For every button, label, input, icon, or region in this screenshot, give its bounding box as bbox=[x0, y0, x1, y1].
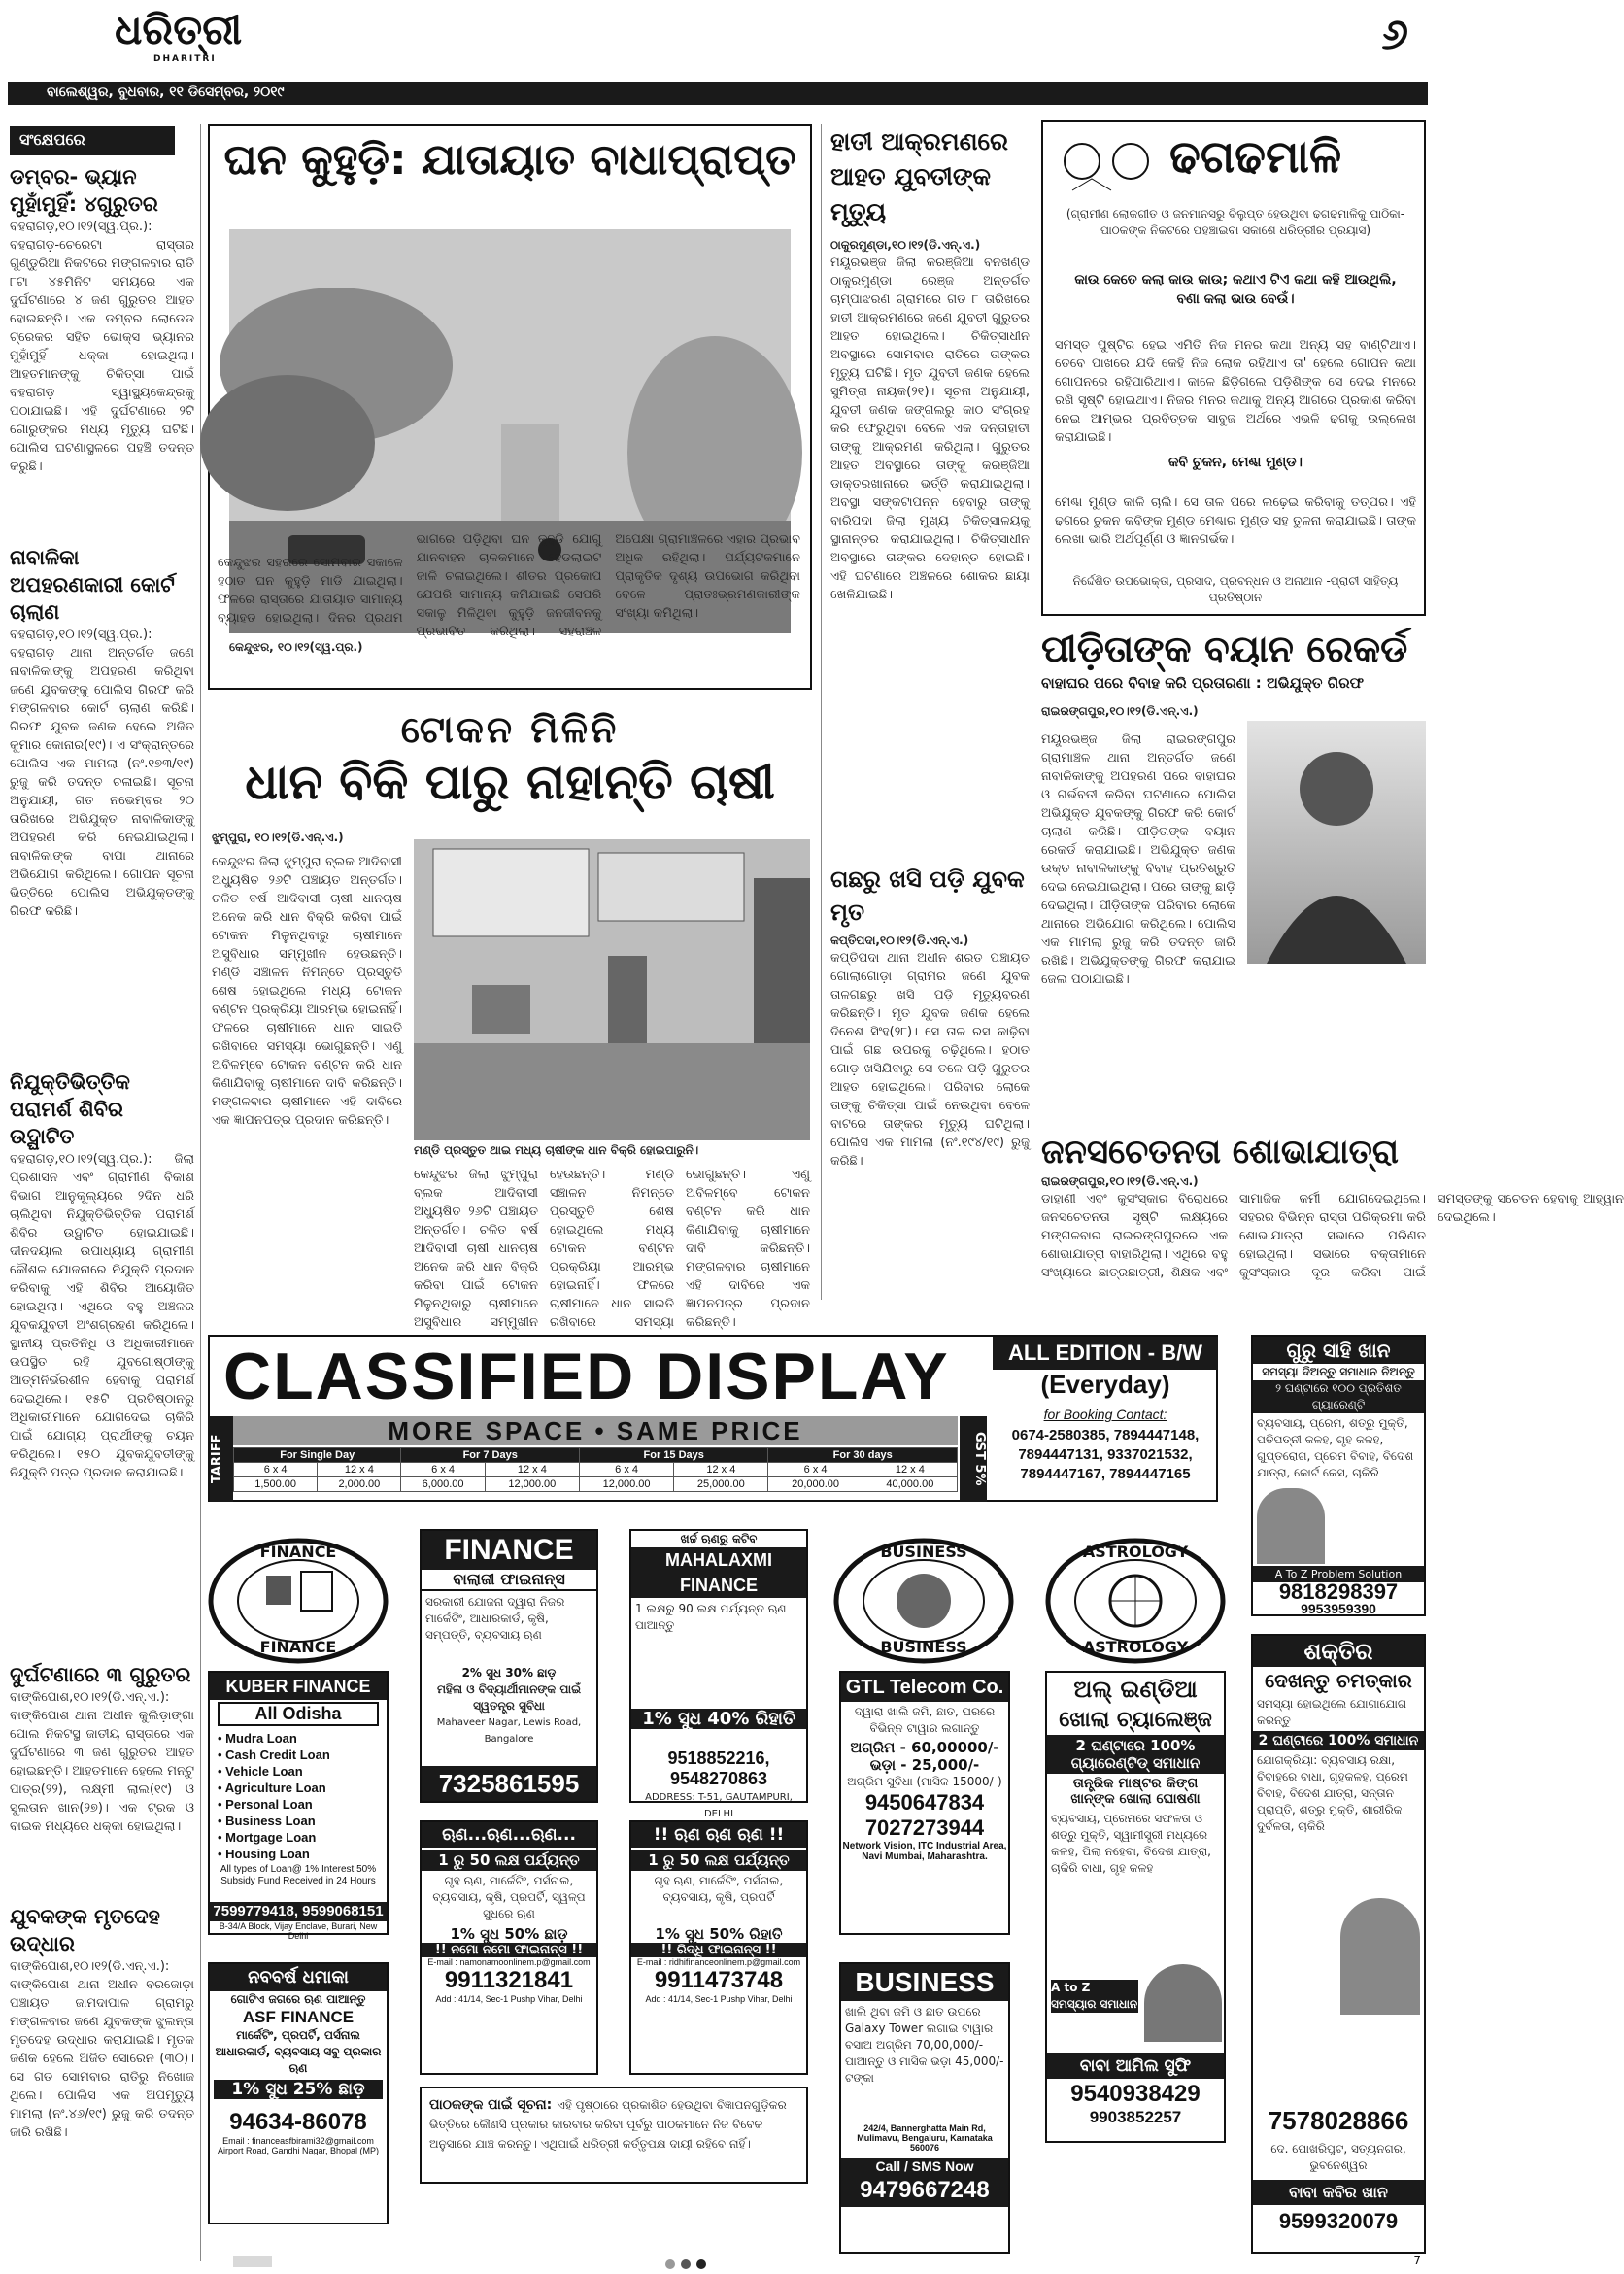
reader-notice-title: ପାଠକଙ୍କ ପାଇଁ ସୂଚନା: bbox=[429, 2097, 553, 2113]
ad-gtl-rent1: ଅଗ୍ରିମ - 60,00000/- bbox=[850, 1739, 999, 1756]
astrology-badge-top: ASTROLOGY bbox=[1082, 1543, 1189, 1561]
ad-balaji-body: ସରକାରୀ ଯୋଜନା ଦ୍ୱାରା ନିଜର ମାର୍କେଟିଂ, ଆଧାରକାର୍ଡ, କୃଷି, ସମ୍ପତ୍ତି, ବ୍ୟବସାୟ ଋଣ bbox=[425, 1595, 565, 1642]
tariff-size: 12 x 4 bbox=[674, 1463, 768, 1477]
ad-runa1-phone: 9911321841 bbox=[444, 1967, 574, 1993]
ad-all-india-guarantee: 2 ଘଣ୍ଟାରେ 100% ଗ୍ୟାରେଣ୍ଟିଡ୍ ସମାଧାନ bbox=[1047, 1735, 1224, 1774]
elephant-body: ମୟୂରଭଞ୍ଜ ଜିଲା କରଞ୍ଜିଆ ବନଖଣ୍ଡ ଠାକୁରମୁଣ୍ଡା ରେଞ୍ଜ ଅନ୍ତର୍ଗତ ଚାମ୍ପାଝରଣ ଗ୍ରାମରେ ଗତ ୮ ତାରିଖରେ ହାତୀ ଆକ୍ରମଣରେ ଜଣେ ଯୁବତୀ ଗୁରୁତର ଆହତ ହୋଇଥିଲେ। ଚିକିତ୍ସାଧୀନ ଅବସ୍ଥାରେ ସୋମବାର ରାତିରେ ତାଙ୍କର ମୃତ୍ୟୁ ଘଟିଛି। ମୃତ ଯୁବତୀ ଜଣକ ହେଲେ ସୁମିତ୍ରା ନାୟକ(୨୧)। ସୂଚନା ଅନୁଯାୟୀ, ଯୁବତୀ ଜଣକ ଜଙ୍ଗଲରୁ କାଠ ସଂଗ୍ରହ କରି ଫେରୁଥିବା ବେଳେ ଏକ ଦନ୍ତାହାତୀ ତାଙ୍କୁ ଆକ୍ରମଣ କରିଥିଲା। ଗୁରୁତର ଆହତ ଅବସ୍ଥାରେ ତାଙ୍କୁ କରଞ୍ଜିଆ ଡାକ୍ତରଖାନାରେ ଭର୍ତ୍ତି କରାଯାଇଥିଲା। ଅବସ୍ଥା ସଙ୍କଟାପନ୍ନ ହେବାରୁ ତାଙ୍କୁ ବାରିପଦା ଜିଲା ମୁଖ୍ୟ ଚିକିତ୍ସାଳୟକୁ ସ୍ଥାନାନ୍ତର କରାଯାଇଥିଲା। ଚିକିତ୍ସାଧୀନ ଅବସ୍ଥାରେ ତାଙ୍କର ଦେହାନ୍ତ ହୋଇଛି। ଏହି ଘଟଣାରେ ଅଞ୍ଚଳରେ ଶୋକର ଛାୟା ଖେଳିଯାଇଛି। bbox=[830, 255, 1030, 602]
pidita-body: ମୟୂରଭଞ୍ଜ ଜିଲା ରାଇରଙ୍ଗପୁର ଗ୍ରାମାଞ୍ଚଳ ଥାନା ଅନ୍ତର୍ଗତ ଜଣେ ନାବାଳିକାଙ୍କୁ ଅପହରଣ ପରେ ବାହାଘର ଓ ଗର୍ଭବତୀ କରିବା ଘଟଣାରେ ପୋଲିସ ଅଭିଯୁକ୍ତ ଯୁବକଙ୍କୁ ଗିରଫ କରି କୋର୍ଟ ଚାଲାଣ କରିଛି। ପୀଡ଼ିତାଙ୍କ ବୟାନ ରେକର୍ଡ କରାଯାଇଛି। ଅଭିଯୁକ୍ତ ଜଣକ ଉକ୍ତ ନାବାଳିକାଙ୍କୁ ବିବାହ ପ୍ରତିଶ୍ରୁତି ଦେଇ ନେଇଯାଇଥିଲା। ପରେ ତାଙ୍କୁ ଛାଡ଼ି ଦେଇଥିଲା। ପୀଡ଼ିତାଙ୍କ ପରିବାର ଲୋକେ ଥାନାରେ ଅଭିଯୋଗ କରିଥିଲେ। ପୋଲିସ ଏକ ମାମଲା ରୁଜୁ କରି ତଦନ୍ତ ଜାରି ରଖିଛି। ଅଭିଯୁକ୍ତଙ୍କୁ ଗିରଫ କରାଯାଇ ଜେଲ ପଠାଯାଇଛି। bbox=[1041, 732, 1235, 987]
tariff-period: For 7 Days bbox=[401, 1448, 579, 1463]
tariff-periods bbox=[234, 1448, 958, 1463]
gst-label: GST 5% bbox=[960, 1416, 987, 1502]
ad-runa1-email: E-mail : namonamoonlinem.p@gmail.com bbox=[427, 1957, 591, 1967]
brief-4-body: ବାଙ୍କିପୋଶ,୧୦।୧୨(ଡି.ଏନ୍.ଏ.): ବାଙ୍କିପୋଶ ଥାନା ଅଧୀନ କୁଲିଡ଼ାଙ୍ଗା ପୋଲ ନିକଟସ୍ଥ ଜାତୀୟ ରାସ୍ତାରେ ଏକ ଦୁର୍ଘଟଣାରେ ୩ ଜଣ ଗୁରୁତର ଆହତ ହୋଇଛନ୍ତି। ଆହତମାନେ ହେଲେ ମନ୍ଟୁ ପାତ୍ର(୨୨), ଲକ୍ଷ୍ମୀ ଲାଲ(୧୯) ଓ ସୁଲତାନ ଖାନ(୨୭)। ଏକ ଟ୍ରକ ଓ ବାଇକ ମଧ୍ୟରେ ଧକ୍କା ହୋଇଥିଲା। bbox=[10, 1690, 194, 1834]
fog-body: କେନ୍ଦୁଝର ସହରରେ ସୋମବାର ସକାଳେ ହଠାତ ଘନ କୁହୁଡ଼ି ମାଡି ଯାଇଥିଲା। ଫଳରେ ରାସ୍ତାରେ ଯାତାୟାତ ସାମାନ୍ୟ ବ୍ୟାହତ ହୋଇଥିଲା। ଦିନର ପ୍ରଥମ ଭାଗରେ ପଡ଼ିଥିବା ଘନ କୁହୁଡ଼ି ଯୋଗୁ ଯାନବାହନ ଚାଳକମାନେ ହେଡଲାଇଟ ଜାଳି ଚଳାଇଥିଲେ। ଶୀତର ପ୍ରକୋପ ଯେପରି ସାମାନ୍ୟ କମିଯାଇଛି ସେପରି ସକାଳୁ ମିଳିଥିବା କୁହୁଡ଼ି ଜନଜୀବନକୁ ପ୍ରଭାବିତ କରିଥିଲା। ସହରାଞ୍ଚଳ ଅପେକ୍ଷା ଗ୍ରାମାଞ୍ଚଳରେ ଏହାର ପ୍ରଭାବ ଅଧିକ ରହିଥିଲା। ପର୍ଯ୍ୟଟକମାନେ ପ୍ରାକୃତିକ ଦୃଶ୍ୟ ଉପଭୋଗ କରିଥିବା ବେଳେ ପ୍ରାତଃଭ୍ରମଣକାରୀଙ୍କ ସଂଖ୍ୟା କମିଥିଲା। bbox=[218, 532, 800, 639]
pidita-dateline: ରାଇରଙ୍ଗପୁର,୧୦।୧୨(ଡି.ଏନ୍.ଏ.) bbox=[1041, 704, 1199, 718]
ad-balaji-note: ମହିଳା ଓ ବିଦ୍ୟାର୍ଥୀମାନଙ୍କ ପାଇଁ ସ୍ୱତନ୍ତ୍ର ସୁବିଧା bbox=[436, 1682, 582, 1713]
tariff-price: 1,500.00 bbox=[234, 1477, 318, 1492]
reader-notice-body: ଏହି ପୃଷ୍ଠାରେ ପ୍ରକାଶିତ ହେଉଥିବା ବିଜ୍ଞାପନଗୁଡ଼ିକର ଭିତ୍ତିରେ କୌଣସି ପ୍ରକାର କାରବାର କରିବା ପୂର୍ବରୁ ପାଠକମାନେ ନିଜ ବିବେକ ଅନୁସାରେ ଯାଞ୍ଚ କରନ୍ତୁ। ଏଥିପାଇଁ ଧରିତ୍ରୀ କର୍ତ୍ତୃପକ୍ଷ ଦାୟୀ ରହିବେ ନାହିଁ। bbox=[429, 2098, 787, 2151]
ad-kuber-sub: All Odisha bbox=[218, 1702, 379, 1726]
ad-runa2-phone: 9911473748 bbox=[654, 1967, 784, 1993]
dhagadhamali-verse: କାଉ କେତେ କଲା କାଉ କାଉ; କଥାଏ ଟିଏ କଥା କହି ଆଉଥିଲି, ବଣା କଲା ଭାଉ ବେଉଁ। bbox=[1074, 272, 1397, 307]
brief-2-body: ବହରାଗଡ଼,୧୦।୧୨(ସ୍ୱ.ପ୍ର.): ବହରାଗଡ଼ ଥାନା ଅନ୍ତର୍ଗତ ଜଣେ ନାବାଳିକାଙ୍କୁ ଅପହରଣ କରିଥିବା ଜଣେ ଯୁବକଙ୍କୁ ପୋଲିସ ଗିରଫ କରି ମଙ୍ଗଳବାର କୋର୍ଟ ଚାଲାଣ କରିଛି। ଗିରଫ ଯୁବକ ଜଣକ ହେଲେ ଅଜିତ କୁମାର କୋନାର(୧୯)। ଏ ସଂକ୍ରାନ୍ତରେ ପୋଲିସ ଏକ ମାମଲା (ନଂ.୧୭୩/୧୯) ରୁଜୁ କରି ତଦନ୍ତ ଚଳାଇଛି। ସୂଚନା ଅନୁଯାୟୀ, ଗତ ନଭେମ୍ବର ୨୦ ତାରିଖରେ ଅଭିଯୁକ୍ତ ନାବାଳିକାଙ୍କୁ ଅପହରଣ କରି ନେଇଯାଇଥିଲା। ନାବାଳିକାଙ୍କ ବାପା ଥାନାରେ ଅଭିଯୋଗ କରିଥିଲେ। ଗୋପନ ସୂଚନା ଭିତ୍ତିରେ ପୋଲିସ ଅଭିଯୁକ୍ତଙ୍କୁ ଗିରଫ କରିଛି। bbox=[10, 628, 194, 919]
classified-edition: ALL EDITION - B/W bbox=[993, 1337, 1218, 1370]
ad-shakti-phone2: 9599320079 bbox=[1278, 2209, 1399, 2233]
loan-item: • Cash Credit Loan bbox=[218, 1748, 330, 1762]
ad-shakti-sub: ଦେଖନ୍ତୁ ଚମତ୍କାର bbox=[1265, 1669, 1412, 1692]
dhagadhamali-poet: କବି ଚୁକନ, ମେଣ୍ଢା ମୁଣ୍ଡ। bbox=[1168, 455, 1303, 470]
dhagadhamali-title: ଢଗଢମାଳି bbox=[1169, 130, 1342, 183]
brief-5-body: ବାଙ୍କିପୋଶ,୧୦।୧୨(ଡି.ଏନ୍.ଏ.): ବାଙ୍କିପୋଶ ଥାନା ଅଧୀନ ବରଜୋଡ଼ା ପଞ୍ଚାୟତ ଜାମଦାପାଳ ଗ୍ରାମରୁ ମଙ୍ଗଳବାର ଜଣେ ଯୁବକଙ୍କ ଝୁଲନ୍ତା ମୃତଦେହ ଉଦ୍ଧାର କରାଯାଇଛି। ମୃତକ ଜଣକ ହେଲେ ଅଜିତ ସୋରେନ (୩୦)। ସେ ଗତ ସୋମବାର ରାତିରୁ ନିଖୋଜ ଥିଲେ। ପୋଲିସ ଏକ ଅପମୃତ୍ୟୁ ମାମଲା (ନଂ.୪୬/୧୯) ରୁଜୁ କରି ତଦନ୍ତ ଜାରି ରଖିଛି। bbox=[10, 1959, 194, 2140]
ad-runa1-body: ଗୃହ ଋଣ, ମାର୍କେଟିଂ, ପର୍ସନାଲ, ବ୍ୟବସାୟ, କୃଷି, ପ୍ରପର୍ଟି, ସ୍ୱଳ୍ପ ସୁଧରେ ଋଣ bbox=[432, 1874, 586, 1920]
tariff-sizes bbox=[234, 1463, 958, 1477]
booking-numbers: 0674-2580385, 7894447148, 7894447131, 9337021532, 7894447167, 7894447165 bbox=[1011, 1427, 1200, 1482]
ad-mahalaxmi-top: ଖର୍ଚ୍ଚ ଋଣରୁ କଟିବ bbox=[680, 1532, 758, 1545]
ad-runa2-rate: 1% ସୁଧ 50% ରିହାତି bbox=[655, 1925, 783, 1943]
ad-asf-address: Airport Road, Gandhi Nagar, Bhopal (MP) bbox=[217, 2146, 380, 2155]
ad-balaji-sub: ବାଲାଜୀ ଫାଇନାନ୍ସ bbox=[422, 1570, 596, 1591]
ad-balaji bbox=[420, 1529, 598, 1803]
ad-asf-rate: 1% ସୁଧ 25% ଛାଡ଼ bbox=[214, 2080, 383, 2099]
dateline-bar bbox=[8, 82, 1428, 105]
ad-guru-title: ଗୁରୁ ସାହି ଖାନ bbox=[1253, 1337, 1424, 1364]
ad-runa1 bbox=[420, 1820, 598, 2075]
ad-shakti-address: ଦେ. ପୋଖରିପୁଟ, ସତ୍ୟନଗର, ଭୁବନେଶ୍ୱର bbox=[1270, 2142, 1406, 2172]
tariff-size: 12 x 4 bbox=[318, 1463, 401, 1477]
ad-mahalaxmi-title: MAHALAXMI FINANCE bbox=[631, 1547, 806, 1598]
ad-shakti-body2: ଯୋଗକ୍ରିୟା: ବ୍ୟବସାୟ ରକ୍ଷା, ବିବାହରେ ବାଧା, ଗୃହକଳହ, ପ୍ରେମ ବିବାହ, ବିଦେଶ ଯାତ୍ରା, ସନ୍ତାନ ପ୍ରାପ୍ତି, ଶତ୍ରୁ ମୁକ୍ତି, ଶାରୀରିକ ଦୁର୍ବଳତା, ଚାକିରି bbox=[1257, 1753, 1408, 1833]
ad-gtl-address: Network Vision, ITC Industrial Area, Navi Mumbai, Maharashtra. bbox=[842, 1841, 1007, 1862]
ad-kuber-address: B-34/A Block, Vijay Enclave, Burari, New Delhi bbox=[219, 1921, 378, 1941]
reader-notice bbox=[420, 2087, 808, 2184]
tariff-price: 25,000.00 bbox=[674, 1477, 768, 1492]
dhagadhamali-body2: ମେଣ୍ଢା ମୁଣ୍ଡ କାଳି ଚାଲି। ସେ ତାଳ ପରେ ଲଢ଼େଇ କରିବାକୁ ତତ୍ପର। ଏହି ଢଗରେ ଚୁକନ କବିଙ୍କ ମୁଣ୍ଡ ମେଣ୍ଢାର ମୁଣ୍ଡ ସହ ତୁଳନା କରାଯାଇଛି। ତାଙ୍କ ଲେଖା ଭାରି ଅର୍ଥପୂର୍ଣ୍ଣ ଓ ଜ୍ଞାନଗର୍ଭକ। bbox=[1055, 495, 1416, 547]
dateline: ବାଲେଶ୍ୱର, ବୁଧବାର, ୧୧ ଡିସେମ୍ବର, ୨୦୧୯ bbox=[47, 85, 285, 100]
ad-balaji-address: Mahaveer Nagar, Lewis Road, Bangalore bbox=[436, 1717, 582, 1745]
ad-business-tower-sms: Call / SMS Now bbox=[841, 2158, 1008, 2174]
gachh-dateline: କପ୍ତିପଦା,୧୦।୧୨(ଡି.ଏନ୍.ଏ.) bbox=[830, 933, 969, 947]
business-badge-bottom: BUSINESS bbox=[880, 1638, 967, 1656]
ad-all-india bbox=[1045, 1671, 1226, 2143]
pidita-story bbox=[1041, 626, 1426, 1131]
business-badge-top: BUSINESS bbox=[880, 1543, 967, 1561]
ad-balaji-title: FINANCE bbox=[422, 1531, 596, 1570]
tariff-period: For Single Day bbox=[234, 1448, 401, 1463]
loan-item: • Business Loan bbox=[218, 1814, 316, 1828]
page-number: ୬ bbox=[1381, 10, 1408, 59]
tariff-size: 6 x 4 bbox=[401, 1463, 485, 1477]
ad-mahalaxmi-phone: 9518852216, 9548270863 bbox=[667, 1748, 770, 1788]
ad-finance-round bbox=[208, 1537, 389, 1665]
pidita-kicker: ବାହାଘର ପରେ ବିବାହ କରି ପ୍ରତାରଣା : ଅଭିଯୁକ୍ତ ଗିରଫ bbox=[1041, 674, 1365, 692]
elephant-story bbox=[830, 124, 1030, 843]
tariff-period: For 15 Days bbox=[579, 1448, 768, 1463]
ad-runa2-amount: 1 ରୁ 50 ଲକ୍ଷ ପର୍ଯ୍ୟନ୍ତ bbox=[631, 1850, 806, 1871]
jana-headline: ଜନସଚେତନତା ଶୋଭାଯାତ୍ରା bbox=[1041, 1133, 1399, 1171]
pidita-headline: ପୀଡ଼ିତାଙ୍କ ବୟାନ ରେକର୍ଡ bbox=[1041, 628, 1408, 670]
ad-asf-line2: ମାର୍କେଟିଂ, ପ୍ରପର୍ଟି, ପର୍ସନାଲ ଆଧାରକାର୍ଡ, ବ୍ୟବସାୟ ସବୁ ପ୍ରକାର ଋଣ bbox=[215, 2028, 382, 2075]
brief-3-body: ବହରାଗଡ଼,୧୦।୧୨(ସ୍ୱ.ପ୍ର.): ଜିଲା ପ୍ରଶାସନ ଏବଂ ଗ୍ରାମୀଣ ବିକାଶ ବିଭାଗ ଆନୁକୂଲ୍ୟରେ ୨ଦିନ ଧରି ଚାଲିଥିବା ନିଯୁକ୍ତିଭିତ୍ତିକ ପରାମର୍ଶ ଶିବିର ଉଦ୍ଘାଟିତ ହୋଇଯାଇଛି। ଦୀନଦୟାଲ ଉପାଧ୍ୟାୟ ଗ୍ରାମୀଣ କୌଶଳ ଯୋଜନାରେ ନିଯୁକ୍ତି ପ୍ରଦାନ କରିବାକୁ ଏହି ଶିବିର ଆୟୋଜିତ ହୋଇଥିଲା। ଏଥିରେ ବହୁ ଅଞ୍ଚଳର ଯୁବକଯୁବତୀ ଅଂଶଗ୍ରହଣ କରିଥିଲେ। ସ୍ଥାନୀୟ ପ୍ରତିନିଧି ଓ ଅଧିକାରୀମାନେ ଉପସ୍ଥିତ ରହି ଯୁବଗୋଷ୍ଠୀଙ୍କୁ ଆତ୍ମନିର୍ଭରଶୀଳ ହେବାକୁ ପରାମର୍ଶ ଦେଇଥିଲେ। ୧୫ଟି ପ୍ରତିଷ୍ଠାନରୁ ଅଧିକାରୀମାନେ ଯୋଗଦେଇ ଚାକିରି ପାଇଁ ଯୋଗ୍ୟ ପ୍ରାର୍ଥୀଙ୍କୁ ଚୟନ କରିଥିଲେ। ୧୫୦ ଯୁବକଯୁବତୀଙ୍କୁ ନିଯୁକ୍ତି ପତ୍ର ପ୍ରଦାନ କରାଯାଇଛି। bbox=[10, 1152, 194, 1480]
ad-gtl bbox=[839, 1671, 1010, 1935]
ad-balaji-rate: 2% ସୁଧ 30% ଛାଡ଼ bbox=[461, 1666, 557, 1680]
loan-item: • Housing Loan bbox=[218, 1847, 310, 1861]
dhagadhamali-credit: ନିର୍ଦ୍ଦେଶିତ ଉପଭୋକ୍ତା, ପ୍ରସାଦ, ପ୍ରବନ୍ଧନ ଓ ଅନାଥାନ -ପ୍ରାଚୀ ସାହିତ୍ୟ ପ୍ରତିଷ୍ଠାନ bbox=[1072, 574, 1399, 604]
ad-asf-title: ନବବର୍ଷ ଧମାକା bbox=[210, 1964, 387, 1991]
fog-dateline: କେନ୍ଦୁଝର, ୧୦।୧୨(ସ୍ୱ.ପ୍ର.) bbox=[229, 640, 363, 654]
astrology-badge-bottom: ASTROLOGY bbox=[1082, 1638, 1189, 1656]
ad-runa2-body: ଗୃହ ଋଣ, ମାର୍କେଟିଂ, ପର୍ସନାଲ, ବ୍ୟବସାୟ, କୃଷି, ପ୍ରପର୍ଟି bbox=[654, 1874, 784, 1904]
masthead-logo: ଧରିତ୍ରୀ bbox=[115, 6, 243, 53]
ad-kuber-phone: 7599779418, 9599068151 bbox=[210, 1902, 387, 1921]
brief-1-headline: ଡମ୍ବର- ଭ୍ୟାନ ମୁହାଁମୁହିଁ: ୪ଗୁରୁତର bbox=[10, 165, 158, 216]
ad-shakti-phone: 7578028866 bbox=[1268, 2106, 1409, 2135]
mandi-photo bbox=[414, 839, 810, 1140]
brief-1-body: ବହରାଗଡ଼,୧୦।୧୨(ସ୍ୱ.ପ୍ର.): ବହରାଗଡ଼-ଚେରେଟା ରାସ୍ତାର ଗୁଣ୍ଡୁରିଆ ନିକଟରେ ମଙ୍ଗଳବାର ରାତି ୮ଟା ୪୫ମିନିଟ ସମୟରେ ଏକ ଦୁର୍ଘଟଣାରେ ୪ ଜଣ ଗୁରୁତର ଆହତ ହୋଇଛନ୍ତି। ଏକ ଡମ୍ବର ଲୋଡେଡ ଟ୍ରେକର ସହିତ ଭୋକ୍ସ ଭ୍ୟାନର ମୁହାଁମୁହିଁ ଧକ୍କା ହୋଇଥିଲା। ଆହତମାନଙ୍କୁ ଚିକିତ୍ସା ପାଇଁ ବହରାଗଡ଼ ସ୍ୱାସ୍ଥ୍ୟକେନ୍ଦ୍ରକୁ ପଠାଯାଇଛି। ଏହି ଦୁର୍ଘଟଣାରେ ୨ଟି ଗୋରୁଙ୍କର ମଧ୍ୟ ମୃତ୍ୟୁ ଘଟିଛି। ପୋଲିସ ଘଟଣାସ୍ଥଳରେ ପହଞ୍ଚି ତଦନ୍ତ କରୁଛି। bbox=[10, 220, 194, 474]
more-space-banner: MORE SPACE • SAME PRICE bbox=[233, 1416, 958, 1445]
ad-gtl-rent2: ଭଡ଼ା - 25,000/- bbox=[869, 1756, 980, 1774]
dhan-caption: ମଣ୍ଡି ପ୍ରସ୍ତୁତ ଥାଇ ମଧ୍ୟ ଚାଷୀଙ୍କ ଧାନ ବିକ୍ରି ହୋଇପାରୁନି। bbox=[414, 1143, 699, 1157]
ad-guru bbox=[1251, 1335, 1426, 1616]
brief-column bbox=[10, 163, 194, 2252]
dhan-body-col1: କେନ୍ଦୁଝର ଜିଲା ଝୁମ୍ପୁରା ବ୍ଲକ ଆଦିବାସୀ ଅଧ୍ୟୁଷିତ ୨୬ଟି ପଞ୍ଚାୟତ ଅନ୍ତର୍ଗତ। ଚଳିତ ବର୍ଷ ଆଦିବାସୀ ଚାଷୀ ଧାନଚାଷ ଅନେକ କରି ଧାନ ବିକ୍ରି କରିବା ପାଇଁ ଟୋକନ ମିଳୁନଥିବାରୁ ଚାଷୀମାନେ ଅସୁବିଧାର ସମ୍ମୁଖୀନ ହେଉଛନ୍ତି। ମଣ୍ଡି ସଞ୍ଚାଳନ ନିମନ୍ତେ ପ୍ରସ୍ତୁତି ଶେଷ ହୋଇଥିଲେ ମଧ୍ୟ ଟୋକନ ବଣ୍ଟନ ପ୍ରକ୍ରିୟା ଆରମ୍ଭ ହୋଇନାହିଁ। ଫଳରେ ଚାଷୀମାନେ ଧାନ ସାଇତି ରଖିବାରେ ସମସ୍ୟା ଭୋଗୁଛନ୍ତି। ଏଣୁ ଅବିଳମ୍ବେ ଟୋକନ ବଣ୍ଟନ କରି ଧାନ କିଣାଯିବାକୁ ଚାଷୀମାନେ ଦାବି କରିଛନ୍ତି। ମଙ୍ଗଳବାର ଚାଷୀମାନେ ଏହି ଦାବିରେ ଏକ ଜ୍ଞାପନପତ୍ର ପ୍ରଦାନ କରିଛନ୍ତି। bbox=[212, 855, 402, 1128]
dhan-body-cols: କେନ୍ଦୁଝର ଜିଲା ଝୁମ୍ପୁରା ବ୍ଲକ ଆଦିବାସୀ ଅଧ୍ୟୁଷିତ ୨୬ଟି ପଞ୍ଚାୟତ ଅନ୍ତର୍ଗତ। ଚଳିତ ବର୍ଷ ଆଦିବାସୀ ଚାଷୀ ଧାନଚାଷ ଅନେକ କରି ଧାନ ବିକ୍ରି କରିବା ପାଇଁ ଟୋକନ ମିଳୁନଥିବାରୁ ଚାଷୀମାନେ ଅସୁବିଧାର ସମ୍ମୁଖୀନ ହେଉଛନ୍ତି। ମଣ୍ଡି ସଞ୍ଚାଳନ ନିମନ୍ତେ ପ୍ରସ୍ତୁତି ଶେଷ ହୋଇଥିଲେ ମଧ୍ୟ ଟୋକନ ବଣ୍ଟନ ପ୍ରକ୍ରିୟା ଆରମ୍ଭ ହୋଇନାହିଁ। ଫଳରେ ଚାଷୀମାନେ ଧାନ ସାଇତି ରଖିବାରେ ସମସ୍ୟା ଭୋଗୁଛନ୍ତି। ଏଣୁ ଅବିଳମ୍ବେ ଟୋକନ ବଣ୍ଟନ କରି ଧାନ କିଣାଯିବାକୁ ଚାଷୀମାନେ ଦାବି କରିଛନ୍ତି। ମଙ୍ଗଳବାର ଚାଷୀମାନେ ଏହି ଦାବିରେ ଏକ ଜ୍ଞାପନପତ୍ର ପ୍ରଦାନ କରିଛନ୍ତି। bbox=[414, 1168, 810, 1330]
ad-guru-phone2: 9953959390 bbox=[1301, 1601, 1376, 1616]
ad-kuber-title: KUBER FINANCE bbox=[210, 1673, 387, 1700]
classified-title: CLASSIFIED DISPLAY bbox=[223, 1340, 950, 1413]
ad-shakti-line: 2 ଘଣ୍ଟାରେ 100% ସମାଧାନ bbox=[1253, 1731, 1424, 1750]
finance-badge-bottom: FINANCE bbox=[259, 1638, 337, 1656]
brief-4-headline: ଦୁର୍ଘଟଣାରେ ୩ ଗୁରୁତର bbox=[10, 1663, 191, 1686]
dhan-photo bbox=[414, 839, 810, 1140]
dhagadhamali-body1: ସମସ୍ତ ପୁଷ୍ଟିର ହେଇ ଏମିତି ନିଜ ମନର କଥା ଅନ୍ୟ ସହ ବାଣ୍ଟିଥାଏ। ତେବେ ପାଖରେ ଯଦି କେହି ନିଜ ଲୋକ ରହିଥାଏ ତା' ହେଲେ ଗୋପନ କଥା ଗୋପନରେ ରହିପାରିଥାଏ। କାଳେ ଛିଡ଼ିଗଲେ ପଡ଼ିଶିଙ୍କ ସେ ଦେଇ ମନରେ ରଖି ସୃଷ୍ଟି ହୋଇଥାଏ। ନିଜର ମନର କଥାକୁ ଅନ୍ୟ ଆଗରେ ପ୍ରକାଶ କରିବା ନେଇ ଆମ୍ଭର ପ୍ରବିତ୍ତକ ସାବୁଜ ଅର୍ଥରେ ଏଭଳି ଢଗକୁ ଉଲ୍ଲେଖ କରାଯାଇଛି। bbox=[1055, 338, 1416, 445]
ad-shakti-body1: ସମସ୍ୟା ହୋଇଥିଲେ ଯୋଗାଯୋଗ କରନ୍ତୁ bbox=[1257, 1697, 1407, 1727]
registration-marks bbox=[233, 2256, 272, 2267]
ad-gtl-body: ଦ୍ୱାରା ଖାଲି ଜମି, ଛାତ, ଘରରେ ବିଭିନ୍ନ ଟାୱାର ଲଗାନ୍ତୁ bbox=[854, 1705, 996, 1735]
ad-kuber-list bbox=[210, 1728, 387, 1864]
ad-runa1-amount: 1 ରୁ 50 ଲକ୍ଷ ପର୍ଯ୍ୟନ୍ତ bbox=[422, 1850, 596, 1871]
ad-runa2-address: Add : 41/14, Sec-1 Pushp Vihar, Delhi bbox=[645, 1994, 793, 2004]
loan-item: • Mudra Loan bbox=[218, 1731, 297, 1746]
ad-business-tower-body: ଖାଲି ଥିବା ଜମି ଓ ଛାତ ଉପରେ Galaxy Tower ଲଗାଇ ଟାୱାର ବସାଅ ଅଗ୍ରିମ 70,00,000/- ପାଆନ୍ତୁ ଓ ମାସିକ ଭଡ଼ା 45,000/- ଟଙ୍କା bbox=[845, 2005, 1004, 2085]
dhan-kicker: ଟୋକନ ମିଳିନି bbox=[400, 708, 620, 751]
footer bbox=[0, 2252, 1435, 2272]
tariff-price: 20,000.00 bbox=[768, 1477, 863, 1492]
ad-guru-solution: A To Z Problem Solution bbox=[1253, 1566, 1424, 1582]
ad-kuber bbox=[208, 1671, 389, 1941]
jana-body: ଡାହାଣୀ ଏବଂ କୁସଂସ୍କାର ବିରୋଧରେ ଜନସଚେତନତା ସୃଷ୍ଟି ଲକ୍ଷ୍ୟରେ ମଙ୍ଗଳବାର ରାଇରଙ୍ଗପୁରରେ ଏକ ଶୋଭାଯାତ୍ରା ବାହାରିଥିଲା। ଏଥିରେ ବହୁ ସଂଖ୍ୟାରେ ଛାତ୍ରଛାତ୍ରୀ, ଶିକ୍ଷକ ଏବଂ ସାମାଜିକ କର୍ମୀ ଯୋଗଦେଇଥିଲେ। ସହରର ବିଭିନ୍ନ ରାସ୍ତା ପରିକ୍ରମା କରି ଶୋଭାଯାତ୍ରା ସଭାରେ ପରିଣତ ହୋଇଥିଲା। ସଭାରେ ବକ୍ତାମାନେ କୁସଂସ୍କାର ଦୂର କରିବା ପାଇଁ ସମସ୍ତଙ୍କୁ ସଚେତନ ହେବାକୁ ଆହ୍ୱାନ ଦେଇଥିଲେ। bbox=[1041, 1192, 1624, 1280]
registration-dots bbox=[660, 2256, 738, 2267]
tariff-period: For 30 days bbox=[768, 1448, 958, 1463]
gachh-story bbox=[830, 863, 1030, 1300]
tariff-price: 12,000.00 bbox=[485, 1477, 579, 1492]
tariff-price: 40,000.00 bbox=[863, 1477, 957, 1492]
tariff-price: 2,000.00 bbox=[318, 1477, 401, 1492]
finance-badge-top: FINANCE bbox=[259, 1543, 337, 1561]
ad-all-india-phone2: 9903852257 bbox=[1089, 2108, 1182, 2126]
jana-story bbox=[1041, 1131, 1624, 1306]
ad-business-tower bbox=[839, 1962, 1010, 2254]
ad-shakti-title: ଶକ୍ତିର bbox=[1253, 1636, 1424, 1667]
loan-item: • Personal Loan bbox=[218, 1797, 313, 1812]
tariff-size: 12 x 4 bbox=[485, 1463, 579, 1477]
elephant-dateline: ଠାକୁରମୁଣ୍ଡା,୧୦।୧୨(ଡି.ଏନ୍.ଏ.) bbox=[830, 238, 981, 252]
ad-guru-body: ବ୍ୟବସାୟ, ପ୍ରେମ, ଶତ୍ରୁ ମୁକ୍ତି, ପତିପତ୍ନୀ କଳହ, ଗୃହ କଳହ, ଗୁପ୍ତରୋଗ, ପ୍ରେମ ବିବାହ, ବିଦେଶ ଯାତ୍ରା, କୋର୍ଟ କେସ, ଚାକିରି bbox=[1257, 1416, 1414, 1479]
ad-runa1-company: !! ନମୋ ନମୋ ଫାଇନାନ୍ସ !! bbox=[422, 1943, 596, 1957]
gachh-headline: ଗଛରୁ ଖସି ପଡ଼ି ଯୁବକ ମୃତ bbox=[830, 865, 1025, 926]
accused-photo bbox=[1247, 721, 1426, 964]
section-label: ସଂକ୍ଷେପରେ bbox=[10, 126, 175, 155]
ad-asf-email: Email : financeasfbirami32@gmail.com bbox=[222, 2136, 374, 2146]
tariff-price: 6,000.00 bbox=[401, 1477, 485, 1492]
jana-dateline: ରାଇରଙ୍ଗପୁର,୧୦।୧୨(ଡି.ଏନ୍.ଏ.) bbox=[1041, 1174, 1199, 1188]
dhan-dateline: ଝୁମ୍ପୁରା, ୧୦।୧୨(ଡି.ଏନ୍.ଏ.) bbox=[212, 831, 344, 844]
elephant-headline: ହାତୀ ଆକ୍ରମଣରେ ଆହତ ଯୁବତୀଙ୍କ ମୃତ୍ୟୁ bbox=[830, 127, 1008, 225]
ad-gtl-phone1: 9450647834 bbox=[864, 1790, 985, 1815]
ad-runa2-title: !! ଋଣ ଋଣ ଋଣ !! bbox=[631, 1822, 806, 1848]
tariff-size: 6 x 4 bbox=[234, 1463, 318, 1477]
ad-all-india-body: ବ୍ୟବସାୟ, ପ୍ରେମରେ ସଫଳତା ଓ ଶତ୍ରୁ ମୁକ୍ତି, ସ୍ୱାମୀସ୍ତ୍ରୀ ମଧ୍ୟରେ କଳହ, ପିଲା ନହେବା, ବିଦେଶ ଯାତ୍ରା, ଚାକିରି ବାଧା, ଗୃହ କଳହ bbox=[1051, 1812, 1211, 1875]
ad-mahalaxmi-address: ADDRESS: T-51, GAUTAMPURI, DELHI bbox=[645, 1792, 793, 1819]
ad-gtl-note: ଅଗ୍ରିମ ସୁବିଧା (ମାସିକ 15000/-) bbox=[847, 1775, 1002, 1788]
ad-guru-sub: ସମସ୍ୟା ଦିଅନ୍ତୁ ସମାଧାନ ନିଅନ୍ତୁ bbox=[1262, 1365, 1415, 1378]
dhagadhamali-box bbox=[1041, 120, 1426, 616]
ad-gtl-title: GTL Telecom Co. bbox=[841, 1673, 1008, 1702]
cartoon-icon bbox=[1053, 132, 1169, 200]
ad-shakti-photo bbox=[1340, 1898, 1420, 2015]
ad-guru-phone1: 9818298397 bbox=[1278, 1579, 1399, 1604]
ad-guru-line: ୨ ଘଣ୍ଟାରେ ୧୦୦ ପ୍ରତିଶତ ଗ୍ୟାରେଣ୍ଟି bbox=[1253, 1380, 1424, 1413]
ad-astrology-round bbox=[1045, 1537, 1226, 1665]
ad-all-india-title: ଅଲ୍ ଇଣ୍ଡିଆ bbox=[1073, 1676, 1198, 1703]
footer-page: 7 bbox=[1413, 2254, 1421, 2267]
masthead bbox=[8, 8, 1428, 78]
brief-5-headline: ଯୁବକଙ୍କ ମୃତଦେହ ଉଦ୍ଧାର bbox=[10, 1905, 160, 1955]
tariff-label: TARIFF bbox=[210, 1416, 233, 1502]
ad-business-tower-phone: 9479667248 bbox=[841, 2174, 1008, 2207]
ad-all-india-sub: ଖୋଲା ଚ୍ୟାଲେଞ୍ଜ bbox=[1059, 1708, 1212, 1732]
tariff-price: 12,000.00 bbox=[579, 1477, 673, 1492]
ad-mahalaxmi-rate: 1% ସୁଧ 40% ରିହାତି bbox=[631, 1709, 806, 1729]
booking-label: for Booking Contact: bbox=[1043, 1407, 1167, 1422]
ad-runa1-rate: 1% ସୁଧ 50% ଛାଡ଼ bbox=[450, 1925, 568, 1943]
loan-item: • Mortgage Loan bbox=[218, 1830, 317, 1845]
dhagadhamali-sub: (ଗ୍ରାମୀଣ ଲୋକଗୀତ ଓ ଜନମାନସରୁ ବିଲୁପ୍ତ ହେଉଥିବା ଢଗଢମାଳିକୁ ପାଠିକା-ପାଠକଙ୍କ ନିକଟରେ ପହଞ୍ଚାଇବା ସକାଶେ ଧରିତ୍ରୀର ପ୍ରୟାସ) bbox=[1066, 207, 1405, 237]
ad-mahalaxmi-body: 1 ଲକ୍ଷରୁ 90 ଲକ୍ଷ ପର୍ଯ୍ୟନ୍ତ ଋଣ ପାଆନ୍ତୁ bbox=[635, 1602, 787, 1632]
ad-business-round bbox=[833, 1537, 1014, 1665]
ad-all-india-phone1: 9540938429 bbox=[1070, 2081, 1201, 2107]
classified-header bbox=[208, 1335, 1218, 1502]
ad-shakti bbox=[1251, 1634, 1426, 2254]
ad-mahalaxmi bbox=[629, 1529, 808, 1819]
ad-runa2-email: E-mail : ridhifinanceonlinem.p@gmail.com bbox=[636, 1957, 801, 1967]
tariff-size: 12 x 4 bbox=[863, 1463, 957, 1477]
classified-everyday: (Everyday) bbox=[1040, 1370, 1170, 1399]
tariff-size: 6 x 4 bbox=[579, 1463, 673, 1477]
fog-headline: ଘନ କୁହୁଡ଼ି: ଯାତାୟାତ ବାଧାପ୍ରାପ୍ତ bbox=[223, 135, 796, 185]
ad-asf-line1: ଗୋଟିଏ ଜଗରେ ଋଣ ପାଆନ୍ତୁ bbox=[230, 1992, 366, 2006]
tariff-size: 6 x 4 bbox=[768, 1463, 863, 1477]
brief-3-headline: ନିଯୁକ୍ତିଭିତ୍ତିକ ପରାମର୍ଶ ଶିବିର ଉଦ୍ଘାଟିତ bbox=[10, 1070, 130, 1148]
loan-item: • Vehicle Loan bbox=[218, 1764, 303, 1779]
ad-asf-company: ASF FINANCE bbox=[242, 2008, 355, 2026]
ad-shakti-name: ବାବା କବିର ଖାନ bbox=[1253, 2180, 1424, 2205]
column-rule-2 bbox=[821, 124, 822, 1300]
ad-asf bbox=[208, 1962, 389, 2224]
ad-runa1-address: Add : 41/14, Sec-1 Pushp Vihar, Delhi bbox=[435, 1994, 583, 2004]
ad-balaji-phone: 7325861595 bbox=[422, 1766, 596, 1801]
ad-runa2 bbox=[629, 1820, 808, 2075]
ad-all-india-photo bbox=[1144, 1964, 1222, 2042]
ad-all-india-master: ତାନ୍ତ୍ରିକ ମାଷ୍ଟର କିଙ୍ଗ ଖାନ୍‌ଙ୍କ ଖୋଲା ଘୋଷଣା bbox=[1070, 1776, 1201, 1807]
loan-item: • Agriculture Loan bbox=[218, 1781, 326, 1795]
ad-gtl-phone2: 7027273944 bbox=[864, 1816, 985, 1840]
dhan-headline: ଧାନ ବିକି ପାରୁ ନାହାନ୍ତି ଚାଷୀ bbox=[245, 754, 775, 810]
ad-kuber-note: All types of Loan@ 1% Interest 50% Subsidy Fund Received in 24 Hours bbox=[220, 1864, 377, 1886]
ad-runa2-company: !! ରିଦ୍ଧି ଫାଇନାନ୍ସ !! bbox=[631, 1943, 806, 1957]
gachh-body: କପ୍ତିପଦା ଥାନା ଅଧୀନ ଶରତ ପଞ୍ଚାୟତ ଗୋଲାଗୋଡ଼ା ଗ୍ରାମର ଜଣେ ଯୁବକ ତାଳଗଛରୁ ଖସି ପଡ଼ି ମୃତ୍ୟୁବରଣ କରିଛନ୍ତି। ମୃତ ଯୁବକ ଜଣକ ହେଲେ ଦିନେଶ ସିଂହ(୨୮)। ସେ ତାଳ ରସ କାଢ଼ିବା ପାଇଁ ଗଛ ଉପରକୁ ଚଢ଼ିଥିଲେ। ହଠାତ ଗୋଡ଼ ଖସିଯିବାରୁ ସେ ତଳେ ପଡ଼ି ଗୁରୁତର ଆହତ ହୋଇଥିଲେ। ପରିବାର ଲୋକେ ତାଙ୍କୁ ଚିକିତ୍ସା ପାଇଁ ନେଉଥିବା ବେଳେ ବାଟରେ ତାଙ୍କର ମୃତ୍ୟୁ ଘଟିଥିଲା। ପୋଲିସ ଏକ ମାମଲା (ନଂ.୧୯୪/୧୯) ରୁଜୁ କରିଛି। bbox=[830, 951, 1030, 1169]
tariff-prices bbox=[234, 1477, 958, 1492]
ad-all-india-name: ବାବା ଆମିଲ ସୁଫି bbox=[1047, 2053, 1224, 2079]
ad-asf-phone: 94634-86078 bbox=[229, 2109, 367, 2135]
masthead-logo-sub: DHARITRI bbox=[153, 54, 217, 64]
ad-business-tower-address: 242/4, Bannerghatta Main Rd, Mulimavu, Bengaluru, Karnataka 560076 bbox=[857, 2123, 993, 2153]
ad-guru-photo bbox=[1257, 1488, 1325, 1564]
dhan-story bbox=[208, 707, 812, 1387]
ad-all-india-atoz: A to Z ସମସ୍ୟାର ସମାଧାନ bbox=[1051, 1981, 1138, 2011]
brief-2-headline: ନାବାଳିକା ଅପହରଣକାରୀ କୋର୍ଟ ଚାଲାଣ bbox=[10, 546, 175, 624]
ad-business-tower-title: BUSINESS bbox=[841, 1964, 1008, 2001]
ad-runa1-title: ଋଣ...ଋଣ...ଋଣ... bbox=[422, 1822, 596, 1848]
tariff-table bbox=[233, 1447, 958, 1492]
